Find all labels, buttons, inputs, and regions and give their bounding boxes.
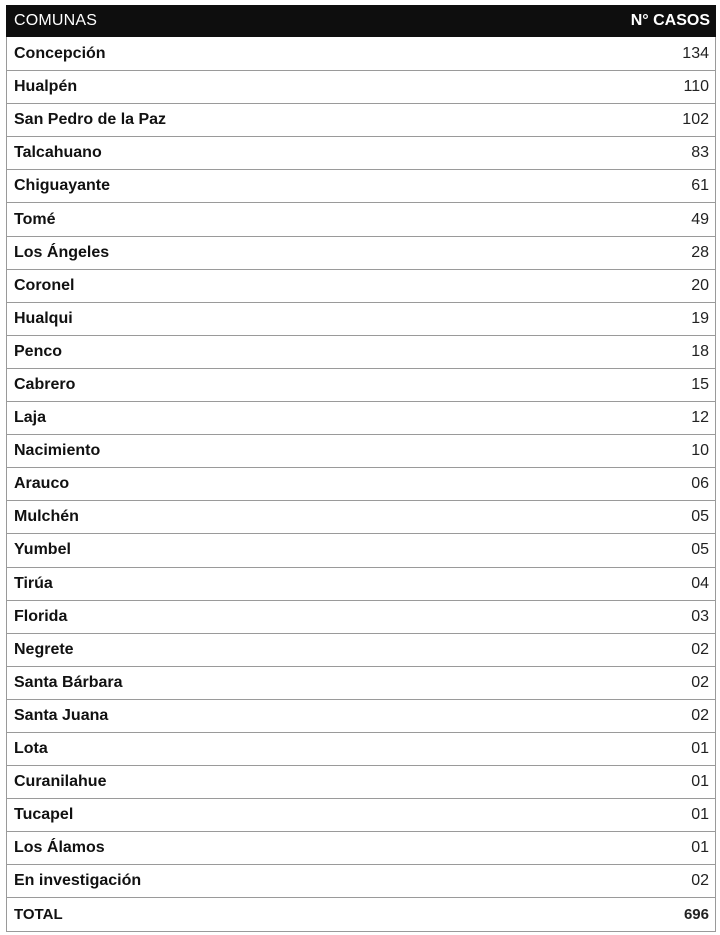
table-row — [7, 136, 715, 169]
case-count: 02 — [691, 706, 709, 724]
comuna-name: Florida — [14, 607, 68, 625]
comuna-name: Los Álamos — [14, 839, 105, 857]
table-row — [7, 500, 715, 533]
case-count: 19 — [691, 309, 709, 327]
comuna-name: Negrete — [14, 640, 74, 658]
case-count: 61 — [691, 177, 709, 195]
table-row — [7, 202, 715, 235]
comuna-name: Concepción — [14, 44, 106, 62]
table-row — [7, 401, 715, 434]
comuna-name: Curanilahue — [14, 773, 107, 791]
table-row — [7, 699, 715, 732]
table-row — [7, 567, 715, 600]
case-count: 02 — [691, 872, 709, 890]
case-count: 03 — [691, 607, 709, 625]
comuna-name: Los Ángeles — [14, 243, 110, 261]
case-count: 05 — [691, 541, 709, 559]
case-count: 02 — [691, 640, 709, 658]
case-count: 12 — [691, 409, 709, 427]
case-count: 04 — [691, 574, 709, 592]
table-row — [7, 269, 715, 302]
table-row — [7, 103, 715, 136]
table-row — [7, 434, 715, 467]
table-row — [7, 335, 715, 368]
table-row — [7, 666, 715, 699]
total-row — [7, 897, 715, 930]
case-count: 02 — [691, 673, 709, 691]
cases-table — [6, 5, 716, 932]
comuna-name: Chiguayante — [14, 177, 111, 195]
comuna-name: Penco — [14, 342, 63, 360]
table-row — [7, 831, 715, 864]
table-row — [7, 765, 715, 798]
case-count: 05 — [691, 508, 709, 526]
table-row — [7, 302, 715, 335]
table-row — [7, 169, 715, 202]
case-count: 102 — [682, 111, 709, 129]
comuna-name: Yumbel — [14, 541, 71, 559]
case-count: 01 — [691, 740, 709, 758]
table-row — [7, 798, 715, 831]
comuna-name: Mulchén — [14, 508, 79, 526]
comuna-name: Tirúa — [14, 574, 53, 592]
table-row — [7, 864, 715, 897]
comuna-name: Cabrero — [14, 375, 76, 393]
comuna-name: Lota — [14, 740, 48, 758]
table-row — [7, 467, 715, 500]
comuna-name: En investigación — [14, 872, 142, 890]
case-count: 01 — [691, 839, 709, 857]
comuna-name: Hualpén — [14, 78, 78, 96]
case-count: 18 — [691, 342, 709, 360]
case-count: 10 — [691, 442, 709, 460]
comuna-name: Coronel — [14, 276, 75, 294]
case-count: 134 — [682, 44, 709, 62]
case-count: 83 — [691, 144, 709, 162]
table-row — [7, 533, 715, 566]
header-cases: N° CASOS — [630, 12, 710, 29]
table-row — [7, 600, 715, 633]
table-row — [7, 368, 715, 401]
comuna-name: San Pedro de la Paz — [14, 111, 167, 129]
comuna-name: Tucapel — [14, 806, 74, 824]
case-count: 06 — [691, 475, 709, 493]
comuna-name: Hualqui — [14, 309, 73, 327]
table-row — [7, 633, 715, 666]
case-count: 15 — [691, 375, 709, 393]
case-count: 01 — [691, 773, 709, 791]
header-comunas: COMUNAS — [14, 12, 98, 29]
table-row — [7, 732, 715, 765]
case-count: 20 — [691, 276, 709, 294]
comuna-name: Arauco — [14, 475, 70, 493]
table-header — [6, 5, 716, 37]
table-body — [7, 37, 715, 931]
case-count: 110 — [683, 78, 709, 96]
comuna-name: Nacimiento — [14, 442, 101, 460]
comuna-name: Santa Juana — [14, 706, 109, 724]
comuna-name: Laja — [14, 409, 47, 427]
case-count: 28 — [691, 243, 709, 261]
comuna-name: Santa Bárbara — [14, 673, 123, 691]
case-count: 01 — [691, 806, 709, 824]
total-label: TOTAL — [14, 905, 63, 923]
comuna-name: Tomé — [14, 210, 56, 228]
table-row — [7, 70, 715, 103]
table-row — [7, 236, 715, 269]
case-count: 49 — [691, 210, 709, 228]
total-count: 696 — [683, 905, 709, 923]
table-row — [7, 37, 715, 70]
comuna-name: Talcahuano — [14, 144, 102, 162]
